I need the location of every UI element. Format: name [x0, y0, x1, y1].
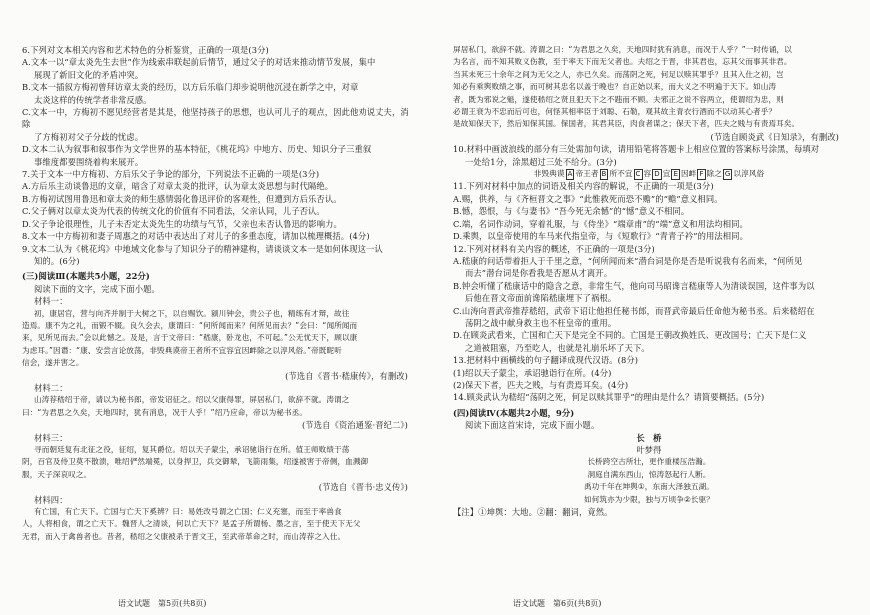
q7-stem: 7.关于文本一中方梅初、方后乐父子争论的部分，下列说法不正确的一项是(3分) — [22, 169, 320, 180]
poem-author: 叶梦得 — [636, 445, 662, 455]
material1-line-underlined — [22, 345, 414, 357]
section4-heading: (四)阅读Ⅳ(本题共2小题，9分) — [453, 407, 575, 418]
material4-source: (节选自顾炎武《日知录》，有删改) — [710, 131, 839, 142]
q6-option-d: D.文本二认为叙事和叙事作为文学世界的基本特征，《桃花坞》中地方、历史、知识分子三重叙 — [22, 144, 372, 155]
q9-cont: 知的。(6分) — [34, 255, 80, 266]
section4-intro: 阅读下面这首宋诗，完成下面小题。 — [465, 420, 600, 431]
section3-intro: 阅读下面的文字，完成下面小题。 — [34, 283, 160, 294]
material2-label: 材料二： — [34, 382, 68, 393]
q10-choice-box: C — [635, 170, 641, 179]
poem-line: 长桥跨空古所壮，更作重楼压浩瀚。 — [587, 457, 711, 467]
material3-label: 材料三： — [34, 432, 68, 443]
q10-choice-box: G — [724, 170, 731, 179]
q9: 9.文本二认为《桃花坞》中地域文化参与了知识分子的精神建构，请谈谈文本一是如何体现这一认 — [22, 243, 383, 254]
material4-continued: 当其未死三十余年之间为无父之人，亦已久矣。而荡阴之死，何足以赎其罪乎？且其入仕之初，岂 — [453, 69, 784, 79]
q10-text-segment: 以淳风俗 — [733, 169, 765, 179]
q13-part2: (2)保天下者，匹夫之贱，与有责焉耳矣。(4分) — [453, 379, 629, 390]
q12-option-a: A.嵇康的问话带着拒人于千里之意，“何所闻而来”潜台词是你是否是听说我有名而来，“何所见 — [453, 255, 803, 266]
q10-prefix: 非毁典谟 — [533, 169, 565, 179]
q13-part1: (1)绍以天子蒙尘，承诏驰诣行在所。(4分) — [453, 367, 612, 378]
q10-text-segment: 除之 — [706, 169, 722, 179]
q10-answer-boxes — [565, 169, 765, 178]
q12-stem: 12.下列对材料有关内容的概述，不正确的一项是(3分) — [453, 243, 655, 254]
material4-continued: 知必有乘舆败绩之事，而可树其忠名以盖于晚也？自正始以来，而大义之不明遍于天下。如山涛 — [453, 82, 777, 92]
material4-continued: 是故知保天下，然后知保其国。保国者，其君其臣，肉食者谋之；保天下者，匹夫之贱与有责焉耳矣。 — [453, 119, 800, 129]
q10-choice-box: A — [567, 170, 573, 179]
q6-option-b: B.文本一插叙方梅初曾拜访章太炎的经历，以方后乐临门却步说明他沉浸在新学之中，对章 — [22, 82, 359, 93]
q6-stem: 6.下列对文本相关内容和艺术特色的分析鉴赏，正确的一项是(3分) — [22, 45, 269, 55]
q12-option-d-cont: 之道被阻塞，乃至吃人，也就是礼崩乐坏了天下。 — [465, 342, 650, 353]
material4-continued: 必谓王衰为不忠而后可也，何怪其相率臣于刘聪、石勒，观其故主青衣行酒而不以动其心者乎？ — [453, 107, 777, 117]
material4-continued: 者，既为邪说之魁，遂使嵇绍之贤且犯天下之不韪而不顾。夫邪正之说不容两立，使谓绍为忠，则 — [453, 94, 784, 104]
q6-option-c: C.文本一中，方梅初不愿见经营者是其是，他坚持孩子的思想，也认可儿子的观点，因此他劝说丈夫，消除 — [22, 107, 409, 130]
q14: 14.顾炎武认为嵇绍“荡阴之死，何足以赎其罪乎”的理由是什么？请简要概括。(5分) — [453, 392, 765, 403]
poem-line: 如何筑亦为少限，独与万顷争②长驱？ — [583, 494, 714, 504]
section3-heading: (三)阅读Ⅲ(本题共5小题，22分) — [22, 271, 150, 282]
material4-line: 人，人将相食，谓之亡天下。魏晋人之清谈，何以亡天下？是孟子所谓杨、墨之言，至于使天下无父 — [22, 519, 361, 529]
q10: 10.材料中画波浪线的部分有三处需加句读，请用铅笔将答题卡上相应位置的答案标号涂黑，每填对 — [453, 144, 820, 155]
material1-wavy-text: 为虑耳。”因谮：“康、安尝言论放荡，非毁典谟帝王者所不宜容宜因衅除之以淳风俗。”帝既昵听 — [22, 345, 342, 355]
right-column — [453, 44, 845, 518]
q11-option-a: A.赐，供养，与《齐桓晋文之事》“此惟救死而恐不赡”的“赡”意义相同。 — [453, 193, 723, 204]
q12-option-c-cont: 荡阴之战中献身救主也不枉皇帝的重用。 — [465, 317, 617, 328]
page-footer-right: 语文试题 第6页(共8页) — [513, 599, 602, 608]
q7-option-b: B.方梅初试图用鲁迅和章太炎的师生感情弱化鲁迅评价的客观性，但遭到方后乐否认。 — [22, 193, 342, 204]
q10-text-segment: 因衅 — [680, 169, 697, 179]
material1-source: (节选自《晋书·嵇康传》，有删改) — [285, 370, 408, 381]
material4-line: 无君，而入于禽兽者也。昔者，嵇绍之父康被杀于晋文王，至武帝革命之时，而山涛荐之入仕。 — [22, 531, 346, 541]
material3-source: (节选自《晋书·忠义传》) — [318, 482, 408, 493]
q6-option-a: A.文本一以“章太炎先生去世”作为线索串联起前后情节，通过父子的对话来推动情节发展，集中 — [22, 57, 376, 68]
q10-choice-box: E — [673, 170, 678, 179]
q6-option-b-cont: 太炎这样的传统学者非常反感。 — [34, 94, 152, 105]
q11-option-c: C.端，名词作动词，穿着礼服，与《侍坐》“端章甫”的“端”意义和用法均相同。 — [453, 218, 748, 229]
q7-option-a: A.方后乐主动谈鲁迅的文章，暗含了对章太炎的批评，认为章太炎思想与时代隔绝。 — [22, 181, 334, 192]
q6-option-d-cont: 事维度都要围绕着构来展开。 — [34, 156, 144, 167]
q10-choice-box: D — [654, 170, 660, 179]
left-column — [22, 44, 414, 543]
q7-option-d: D.父子争论很理性，儿子未否定太炎先生的功绩与气节，父亲也未否认鲁迅的影响力。 — [22, 218, 342, 229]
q6-option-c-cont: 了方梅初对父子分歧的忧虑。 — [34, 131, 144, 142]
q11-stem: 11.下列对材料中加点的词语及相关内容的解说，不正确的一项是(3分) — [453, 181, 714, 192]
material2-source: (节选自《资治通鉴·晋纪二》) — [301, 420, 408, 431]
q12-option-a-cont: 而去”潜台词是你看我是否愿从才离开。 — [465, 268, 613, 279]
q10-cont: 一处给1分，涂黑超过三处不给分。(3分) — [465, 156, 617, 167]
q6-option-a-cont: 展现了新旧文化的矛盾冲突。 — [34, 69, 144, 80]
page-right — [435, 0, 870, 615]
q12-option-b: B.钟会听懂了嵇康话中的隐含之意，非常生气，他向司马昭谗言嵇康等人为清谈误国，这件事为以 — [453, 280, 815, 291]
q10-text-segment: 帝王者 — [575, 169, 599, 179]
material4-continued: 屏居私门，欲辞不就。涛谓之曰：“为君思之久矣，天地四时犹有消息，而况于人乎？”一时传诵，以 — [453, 45, 792, 54]
poem-note: 【注】①坤舆：大地。②翻：翻词，竟然。 — [453, 507, 613, 518]
material1-label: 材料一： — [34, 296, 68, 307]
material1-line: 初，康居官，营与向齐并制于大树之下，以自赐饮。颍川钟会，贵公子也，精练有才辩，故往 — [34, 308, 350, 318]
q10-text-segment: 宜 — [662, 169, 671, 179]
page-footer-left: 语文试题 第5页(共8页) — [118, 599, 207, 608]
material3-line: 寻而朝廷复有北征之役，征绍，复其爵位。绍以天子蒙尘，承诏驰诣行在所。值王师败绩于荡 — [34, 445, 350, 454]
q10-text-segment: 容 — [643, 169, 652, 179]
q10-punctuation-line — [453, 168, 845, 180]
q10-choice-box: B — [601, 170, 607, 179]
q12-option-c: C.山涛向晋武帝推荐嵇绍，武帝下诏让他担任秘书郎，而晋武帝最后任命他为秘书丞。后来嵇绍在 — [453, 305, 815, 316]
material1-line: 造焉。康不为之礼，而锻不辍。良久会去，康谓曰：“何所闻而来？何所见而去？”会曰：“闻所闻而 — [22, 320, 358, 330]
q10-text-segment: 所不宜 — [609, 169, 633, 179]
material4-line: 有亡国，有亡天下。亡国与亡天下奚辨？曰：易姓改号谓之亡国；仁义充塞，而至于率兽食 — [34, 507, 342, 517]
material2-line: 曰：“为君思之久矣，天地四时，犹有消息，况于人乎！”绍乃应命，帝以为秘书丞。 — [22, 407, 308, 417]
q11-option-b: B.憾，怨恨，与《与妻书》“吾今死无余憾”的“憾”意义不相同。 — [453, 206, 690, 217]
material3-line: 阴，百官及侍卫莫不散溃，唯绍俨然端冕，以身捍卫，兵交御辇，飞箭雨集，绍遂被害于帝侧，血溅御 — [22, 457, 369, 467]
poem-title: 长 桥 — [636, 432, 662, 443]
poem-line: 洞庭自满东西山，惊涛怒起行人断。 — [587, 469, 711, 479]
material4-continued: 为名言，而不知其败义伤教，至于率天下而无父者也。夫绍之于晋，非其君也，忘其父而事其非君。 — [453, 57, 792, 67]
q7-option-c: C.父子俩对以章太炎为代表的传统文化的价值有不同看法，父亲认同，儿子否认。 — [22, 206, 325, 217]
q12-option-b-cont: 后他在晋文帝面前谗陷嵇康埋下了祸根。 — [465, 293, 617, 304]
material1-line: 信会，遂并害之。 — [22, 358, 84, 368]
q10-choice-box: F — [699, 170, 704, 179]
material2-line: 山涛荐嵇绍于帝，请以为秘书郎，帝发诏征之。绍以父康得罪，屏居私门，欲辞不就。涛谓之 — [34, 395, 350, 405]
q12-option-d: D.在顾炎武看来，亡国和亡天下是完全不同的。亡国是王朝改换姓氏、更改国号；亡天下是仁义 — [453, 330, 807, 341]
q8: 8.文本一中方梅初和妻子周惠之的对话中表达出了对儿子的多重态度，请加以梳理概括。(4分) — [22, 231, 370, 242]
q13: 13.把材料中画横线的句子翻译成现代汉语。(8分) — [453, 355, 639, 366]
material3-line: 服，天子深哀叹之。 — [22, 469, 92, 479]
material4-label: 材料四： — [34, 494, 68, 505]
poem-line: 禹功千年在坤舆①，东南大泽独五湖。 — [583, 482, 714, 492]
q11-option-d: D.乘舆，以皇帝使用的车马来代指皇帝，与《短歌行》“青青子衿”的用法相同。 — [453, 231, 748, 242]
material1-line: 来，见所见而去。”会以此憾之。及是，言于文帝曰：“嵇康，卧龙也，不可起。”公无忧天下，顾以康 — [22, 333, 358, 343]
